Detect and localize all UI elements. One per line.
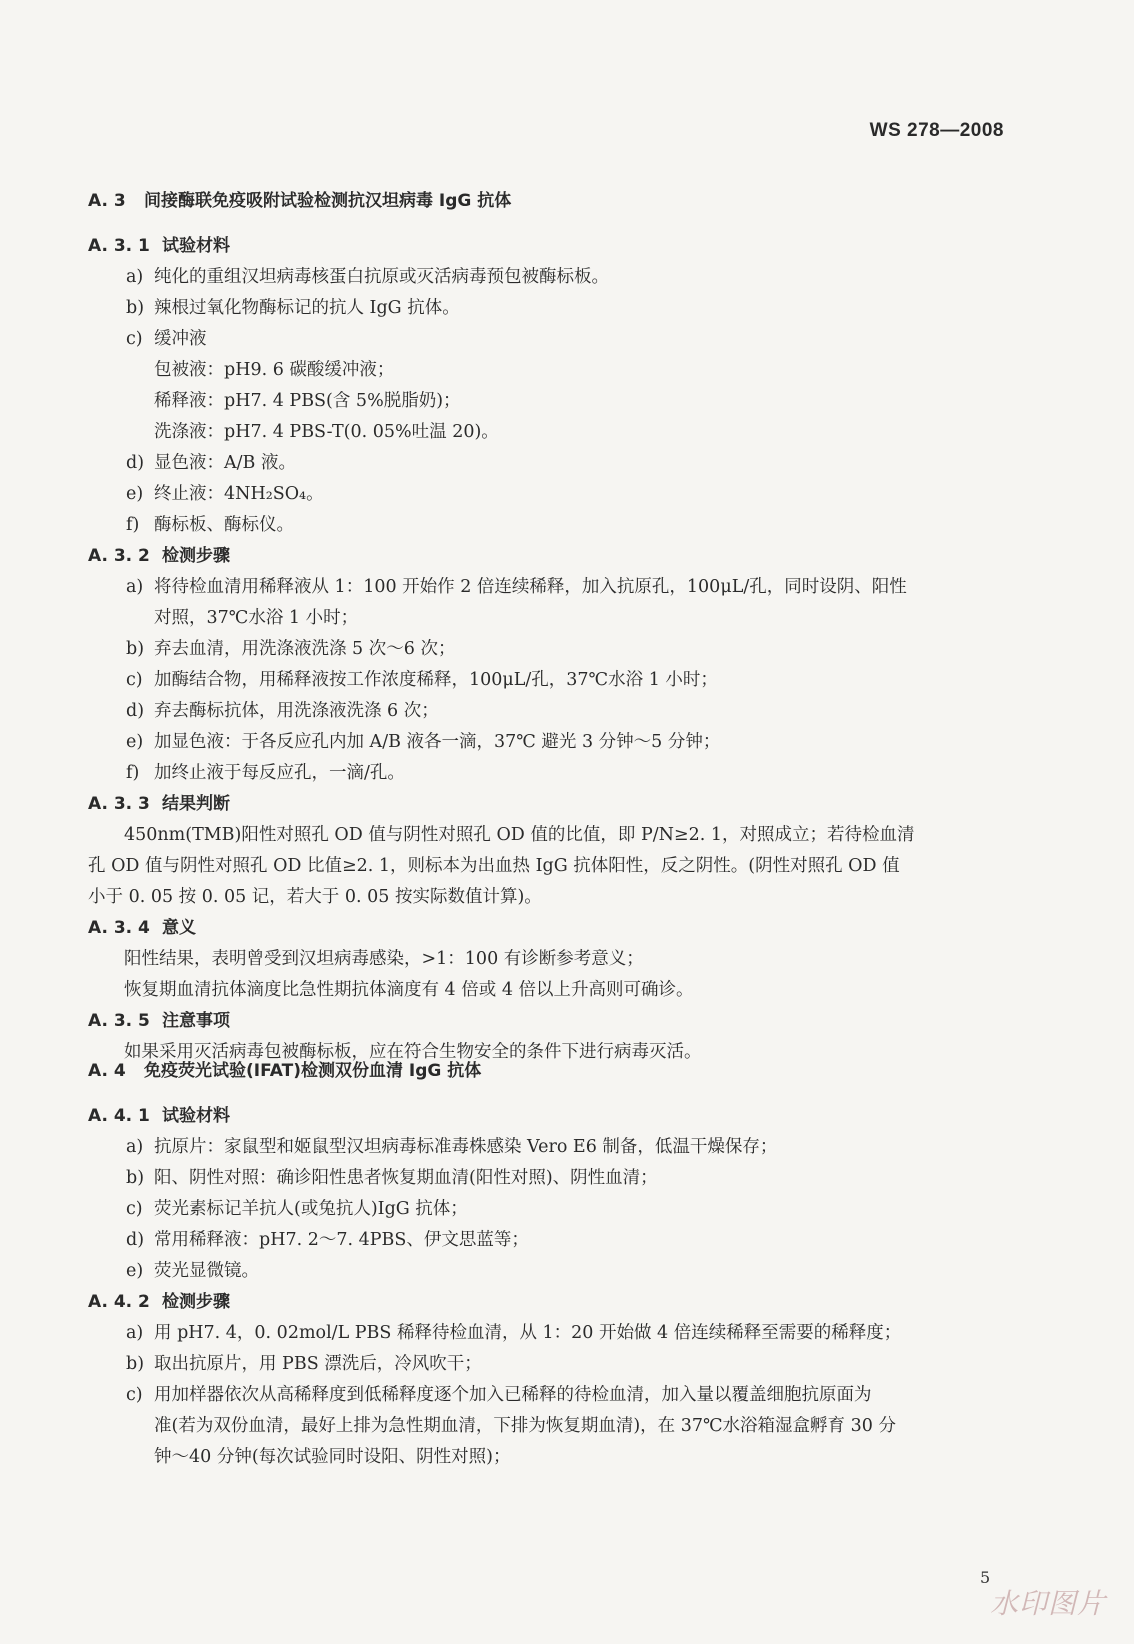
list-item: c) 缓冲液 xyxy=(126,329,207,349)
watermark: 水印图片 xyxy=(990,1587,1107,1620)
standard-number: WS 278—2008 xyxy=(869,120,1004,141)
list-item: d) 显色液：A/B 液。 xyxy=(126,453,296,473)
list-subitem: 包被液：pH9. 6 碳酸缓冲液； xyxy=(154,360,395,380)
heading-number: A. 4. 1 xyxy=(88,1106,150,1126)
list-item: f) 加终止液于每反应孔，一滴/孔。 xyxy=(126,763,405,783)
list-item: b) 辣根过氧化物酶标记的抗人 IgG 抗体。 xyxy=(126,298,460,318)
heading-number: A. 3. 1 xyxy=(88,236,150,256)
heading-number: A. 3 xyxy=(88,191,126,211)
list-item: a) 将待检血清用稀释液从 1：100 开始作 2 倍连续稀释，加入抗原孔，100μL/孔，同时设阴、阳性 xyxy=(126,577,907,597)
paragraph-line: 恢复期血清抗体滴度比急性期抗体滴度有 4 倍或 4 倍以上升高则可确诊。 xyxy=(124,980,694,1000)
list-item: b) 阳、阴性对照：确诊阳性患者恢复期血清(阳性对照)、阴性血清； xyxy=(126,1168,658,1188)
list-item: e) 荧光显微镜。 xyxy=(126,1261,259,1281)
section-a3 xyxy=(88,186,1008,1068)
heading-a4-2 xyxy=(88,1287,1008,1318)
heading-a3 xyxy=(88,186,1008,217)
paragraph-line: 阳性结果，表明曾受到汉坦病毒感染，>1：100 有诊断参考意义； xyxy=(124,949,644,969)
heading-title: 注意事项 xyxy=(162,1011,230,1031)
page-number: 5 xyxy=(980,1568,991,1587)
list-item: c) 加酶结合物，用稀释液按工作浓度稀释，100μL/孔，37℃水浴 1 小时； xyxy=(126,670,718,690)
list-item-continuation: 准(若为双份血清，最好上排为急性期血清，下排为恢复期血清)，在 37℃水浴箱湿盒孵育 30 分 xyxy=(154,1416,896,1436)
list-item-continuation: 钟～40 分钟(每次试验同时设阳、阴性对照)； xyxy=(154,1447,511,1467)
heading-number: A. 3. 5 xyxy=(88,1011,150,1031)
heading-title: 意义 xyxy=(162,918,196,938)
heading-a4-1 xyxy=(88,1101,1008,1132)
list-item: b) 弃去血清，用洗涤液洗涤 5 次～6 次； xyxy=(126,639,456,659)
heading-a3-2 xyxy=(88,541,1008,572)
list-item: e) 终止液：4NH₂SO₄。 xyxy=(126,484,324,504)
list-item: c) 用加样器依次从高稀释度到低稀释度逐个加入已稀释的待检血清，加入量以覆盖细胞抗原面为 xyxy=(126,1385,872,1405)
section-a4 xyxy=(88,1056,1008,1473)
list-subitem: 洗涤液：pH7. 4 PBS-T(0. 05%吐温 20)。 xyxy=(154,422,499,442)
paragraph-line: 如果采用灭活病毒包被酶标板，应在符合生物安全的条件下进行病毒灭活。 xyxy=(124,1042,702,1062)
list-item: e) 加显色液：于各反应孔内加 A/B 液各一滴，37℃ 避光 3 分钟～5 分钟； xyxy=(126,732,721,752)
heading-number: A. 3. 3 xyxy=(88,794,150,814)
list-item: c) 荧光素标记羊抗人(或兔抗人)IgG 抗体； xyxy=(126,1199,468,1219)
list-item: f) 酶标板、酶标仪。 xyxy=(126,515,294,535)
heading-number: A. 3. 2 xyxy=(88,546,150,566)
heading-number: A. 4. 2 xyxy=(88,1292,150,1312)
heading-title: 检测步骤 xyxy=(162,1292,230,1312)
paragraph-line: 小于 0. 05 按 0. 05 记，若大于 0. 05 按实际数值计算)。 xyxy=(88,887,542,907)
heading-a3-4 xyxy=(88,913,1008,944)
paragraph-line: 450nm(TMB)阳性对照孔 OD 值与阴性对照孔 OD 值的比值，即 P/N≥2. 1，对照成立；若待检血清 xyxy=(124,825,915,845)
heading-title: 试验材料 xyxy=(162,236,230,256)
paragraph-line: 孔 OD 值与阴性对照孔 OD 比值≥2. 1，则标本为出血热 IgG 抗体阳性，反之阴性。(阴性对照孔 OD 值 xyxy=(88,856,900,876)
list-item: d) 常用稀释液：pH7. 2～7. 4PBS、伊文思蓝等； xyxy=(126,1230,529,1250)
list-item: d) 弃去酶标抗体，用洗涤液洗涤 6 次； xyxy=(126,701,439,721)
heading-number: A. 4 xyxy=(88,1061,126,1081)
heading-title: 结果判断 xyxy=(162,794,230,814)
heading-a3-1 xyxy=(88,231,1008,262)
heading-title: 免疫荧光试验(IFAT)检测双份血清 IgG 抗体 xyxy=(144,1061,482,1081)
heading-title: 间接酶联免疫吸附试验检测抗汉坦病毒 IgG 抗体 xyxy=(144,191,512,211)
heading-a3-3 xyxy=(88,789,1008,820)
list-subitem: 稀释液：pH7. 4 PBS(含 5%脱脂奶)； xyxy=(154,391,461,411)
heading-a3-5 xyxy=(88,1006,1008,1037)
heading-title: 试验材料 xyxy=(162,1106,230,1126)
heading-a4 xyxy=(88,1056,1008,1087)
list-item-continuation: 对照，37℃水浴 1 小时； xyxy=(154,608,359,628)
heading-number: A. 3. 4 xyxy=(88,918,150,938)
list-item: a) 用 pH7. 4，0. 02mol/L PBS 稀释待检血清，从 1：20 开始做 4 倍连续稀释至需要的稀释度； xyxy=(126,1323,902,1343)
heading-title: 检测步骤 xyxy=(162,546,230,566)
list-item: b) 取出抗原片，用 PBS 漂洗后，冷风吹干； xyxy=(126,1354,482,1374)
list-item: a) 抗原片：家鼠型和姬鼠型汉坦病毒标准毒株感染 Vero E6 制备，低温干燥保存； xyxy=(126,1137,778,1157)
list-item: a) 纯化的重组汉坦病毒核蛋白抗原或灭活病毒预包被酶标板。 xyxy=(126,267,609,287)
